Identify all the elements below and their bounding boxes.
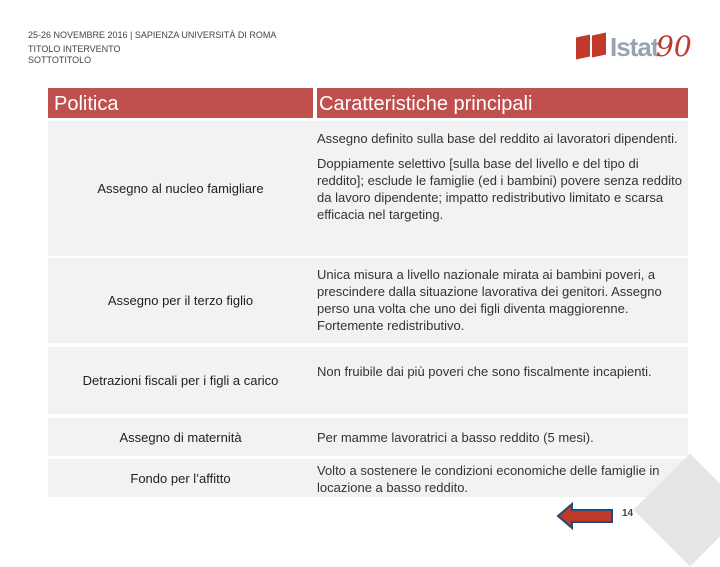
event-line: 25-26 NOVEMBRE 2016 | SAPIENZA UNIVERSITÀ DI ROMA xyxy=(28,30,277,40)
header-policy: Politica xyxy=(48,88,313,118)
policy-table xyxy=(48,88,688,498)
feature-text: Assegno definito sulla base del reddito ai lavoratori dipendenti. xyxy=(317,131,678,146)
policy-cell: Detrazioni fiscali per i figli a carico xyxy=(82,373,279,388)
header-features: Caratteristiche principali xyxy=(317,88,688,118)
logo-anniversary: 90 xyxy=(656,30,692,63)
table-row xyxy=(48,258,688,343)
left-arrow-icon[interactable] xyxy=(556,502,614,530)
policy-cell: Assegno al nucleo famigliare xyxy=(97,181,264,196)
logo-mark-left xyxy=(576,35,590,60)
page-number: 14 xyxy=(622,508,634,519)
istat-logo xyxy=(572,30,692,66)
features-cell xyxy=(317,462,688,496)
feature-text: Non fruibile dai più poveri che sono fiscalmente incapienti. xyxy=(317,364,652,379)
logo-text: Istat xyxy=(610,32,659,62)
policy-cell: Assegno di maternità xyxy=(119,429,242,445)
features-cell xyxy=(317,266,688,334)
table-row xyxy=(48,121,688,256)
policy-cell: Assegno per il terzo figlio xyxy=(107,293,254,308)
features-cell xyxy=(317,130,688,223)
table-row xyxy=(48,347,688,414)
talk-title: TITOLO INTERVENTO xyxy=(28,44,121,54)
table-row xyxy=(48,459,688,497)
feature-text: Unica misura a livello nazionale mirata ai bambini poveri, a prescindere dalla situazione lavorativa dei genitori. Assegno perso una volta che uno dei figli diventa maggiorenne. Fortemente redistributivo. xyxy=(317,267,662,333)
features-cell xyxy=(317,429,688,446)
policy-cell: Fondo per l’affitto xyxy=(130,470,231,486)
talk-subtitle: SOTTOTITOLO xyxy=(28,55,92,65)
feature-text: Volto a sostenere le condizioni economiche delle famiglie in locazione a basso reddito. xyxy=(317,463,660,495)
feature-text: Doppiamente selettivo [sulla base del livello e del tipo di reddito]; esclude le famiglie (ed i bambini) povere senza reddito da lavoro dipendente; impatto redistributivo limitato e scarsa efficacia nel targeting. xyxy=(317,156,682,222)
features-cell xyxy=(317,363,688,380)
table-row xyxy=(48,418,688,456)
logo-mark-right xyxy=(592,33,606,58)
feature-text: Per mamme lavoratrici a basso reddito (5 mesi). xyxy=(317,430,594,445)
